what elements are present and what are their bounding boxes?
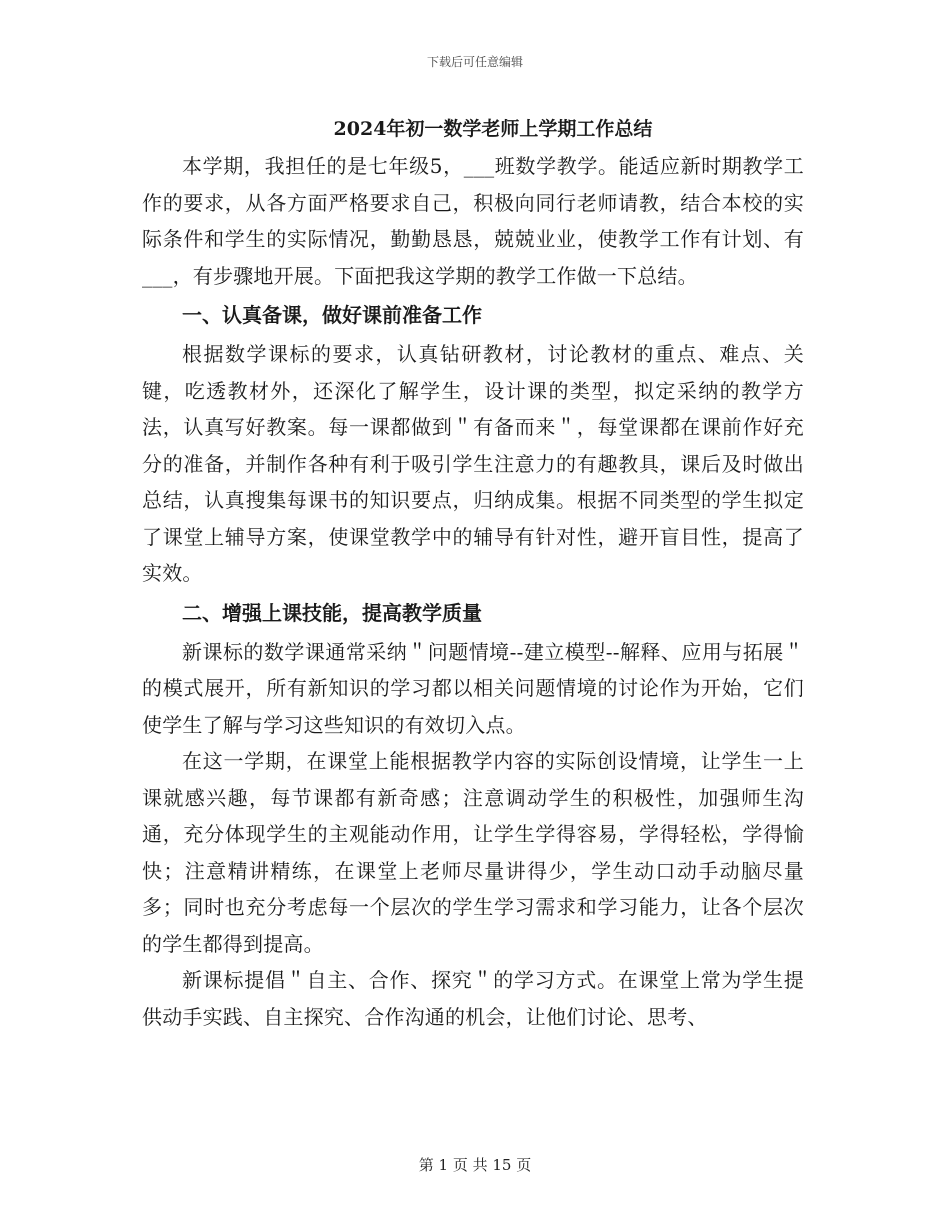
- section-2-paragraph-2: 在这一学期，在课堂上能根据教学内容的实际创设情境，让学生一上课就感兴趣，每节课都有新奇感；注意调动学生的积极性，加强师生沟通，充分体现学生的主观能动作用，让学生学得容易，学得轻松，学得愉快；注意精讲精练，在课堂上老师尽量讲得少，学生动口动手动脑尽量多；同时也充分考虑每一个层次的学生学习需求和学习能力，让各个层次的学生都得到提高。: [142, 749, 804, 956]
- section-1-paragraph: 根据数学课标的要求，认真钻研教材，讨论教材的重点、难点、关键，吃透教材外，还深化了解学生，设计课的类型，拟定采纳的教学方法，认真写好教案。每一课都做到＂有备而来＂，每堂课都在课前作好充分的准备，并制作各种有利于吸引学生注意力的有趣教具，课后及时做出总结，认真搜集每课书的知识要点，归纳成集。根据不同类型的学生拟定了课堂上辅导方案，使课堂教学中的辅导有针对性，避开盲目性，提高了实效。: [142, 342, 804, 585]
- document-body: [142, 110, 804, 1035]
- header-note: 下载后可任意编辑: [426, 55, 523, 69]
- section-2-paragraph-1: 新课标的数学课通常采纳＂问题情境--建立模型--解释、应用与拓展＂的模式展开，所有新知识的学习都以相关问题情境的讨论作为开始，它们使学生了解与学习这些知识的有效切入点。: [142, 639, 804, 737]
- section-2-paragraph-3: 新课标提倡＂自主、合作、探究＂的学习方式。在课堂上常为学生提供动手实践、自主探究、合作沟通的机会，让他们讨论、思考、: [142, 968, 804, 1029]
- section-2-heading: 二、增强上课技能，提高教学质量: [182, 600, 482, 625]
- page-footer: 第 1 页 共 15 页: [418, 1156, 532, 1174]
- document-title: 2024年初一数学老师上学期工作总结: [333, 118, 653, 140]
- section-1-heading: 一、认真备课，做好课前准备工作: [182, 303, 482, 327]
- intro-paragraph: 本学期，我担任的是七年级5，___班数学教学。能适应新时期教学工作的要求，从各方面严格要求自己，积极向同行老师请教，结合本校的实际条件和学生的实际情况，勤勤恳恳，兢兢业业，使教学工作有计划、有___，有步骤地开展。下面把我这学期的教学工作做一下总结。: [142, 154, 804, 288]
